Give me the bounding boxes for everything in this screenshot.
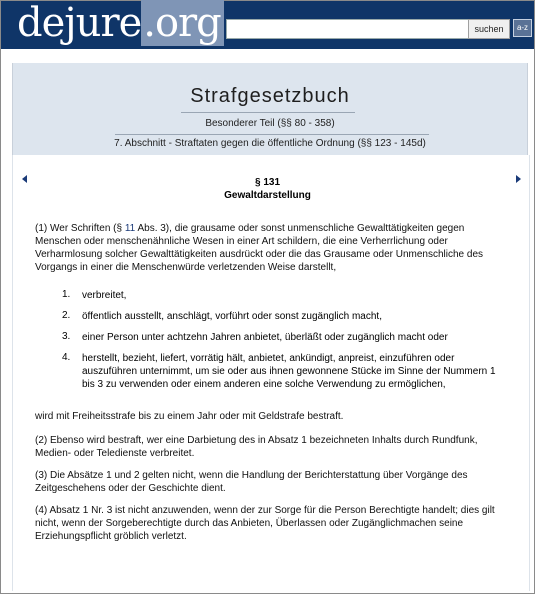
paragraph-1 bbox=[35, 222, 513, 274]
search-input[interactable] bbox=[226, 19, 472, 39]
list-item-number: 3. bbox=[62, 331, 71, 342]
list-item: verbreitet, bbox=[82, 290, 127, 301]
list-item-number: 4. bbox=[62, 352, 71, 363]
section-11-link[interactable]: 11 bbox=[124, 223, 136, 234]
list-item-number: 1. bbox=[62, 289, 71, 300]
search-button[interactable]: suchen bbox=[468, 19, 510, 39]
section-number: § 131 bbox=[254, 177, 281, 188]
list-item: herstellt, bezieht, liefert, vorrätig hält, anbietet, ankündigt, anpreist, einzuführen oder auszuführen unternimmt, um sie oder aus ihnen gewonnene Stücke im Sinne der Nummern 1 bis 3 zu verwenden oder einem anderen eine solche Verwendung zu ermöglichen, bbox=[82, 353, 496, 390]
list-item-number: 2. bbox=[62, 310, 71, 321]
part-link[interactable]: Besonderer Teil (§§ 80 - 358) bbox=[205, 118, 335, 129]
list-item: einer Person unter achtzehn Jahren anbietet, überläßt oder zugänglich macht oder bbox=[82, 332, 448, 343]
law-title[interactable]: Strafgesetzbuch bbox=[190, 85, 350, 107]
paragraph-4: (4) Absatz 1 Nr. 3 ist nicht anzuwenden, wenn der zur Sorge für die Person Berechtigte handelt; dies gilt nicht, wenn der Sorgeberechtigte durch das Anbieten, Überlassen oder Zugänglichmachen seine Erziehungspflicht gröblich verletzt. bbox=[35, 505, 495, 542]
spacer-strip bbox=[1, 49, 534, 63]
paragraph-1-pre: (1) Wer Schriften (§ bbox=[35, 223, 125, 234]
logo-dejure: dejure bbox=[17, 0, 142, 46]
list-item: öffentlich ausstellt, anschlägt, vorführt oder sonst zugänglich macht, bbox=[82, 311, 382, 322]
site-logo[interactable] bbox=[17, 1, 224, 49]
law-header-panel bbox=[12, 63, 528, 155]
paragraph-2: (2) Ebenso wird bestraft, wer eine Darbietung des in Absatz 1 bezeichneten Inhalts durch Rundfunk, Medien- oder Teledienste verbreitet. bbox=[35, 435, 478, 459]
divider bbox=[181, 112, 355, 113]
logo-org: .org bbox=[141, 0, 224, 46]
paragraph-1-post: Abs. 3), die grausame oder sonst unmenschliche Gewalttätigkeiten gegen Menschen oder menschenähnliche Wesen in einer Art schildern, die eine Verherrlichung oder Verharmlosung solcher Gewalttätigkeiten ausdrückt oder die das Grausame oder Unmenschliche des Vorgangs in einer die Menschenwürde verletzenden Weise darstellt, bbox=[35, 223, 484, 273]
az-index-button[interactable]: a-z bbox=[513, 19, 532, 37]
penalty-clause: wird mit Freiheitsstrafe bis zu einem Jahr oder mit Geldstrafe bestraft. bbox=[35, 411, 344, 422]
chapter-link[interactable]: 7. Abschnitt - Straftaten gegen die öffentliche Ordnung (§§ 123 - 145d) bbox=[114, 138, 426, 149]
divider bbox=[115, 134, 429, 135]
section-title: Gewaltdarstellung bbox=[224, 190, 311, 201]
paragraph-3: (3) Die Absätze 1 und 2 gelten nicht, wenn die Handlung der Berichterstattung über Vorgänge des Zeitgeschehens oder der Geschichte dient. bbox=[35, 470, 468, 494]
